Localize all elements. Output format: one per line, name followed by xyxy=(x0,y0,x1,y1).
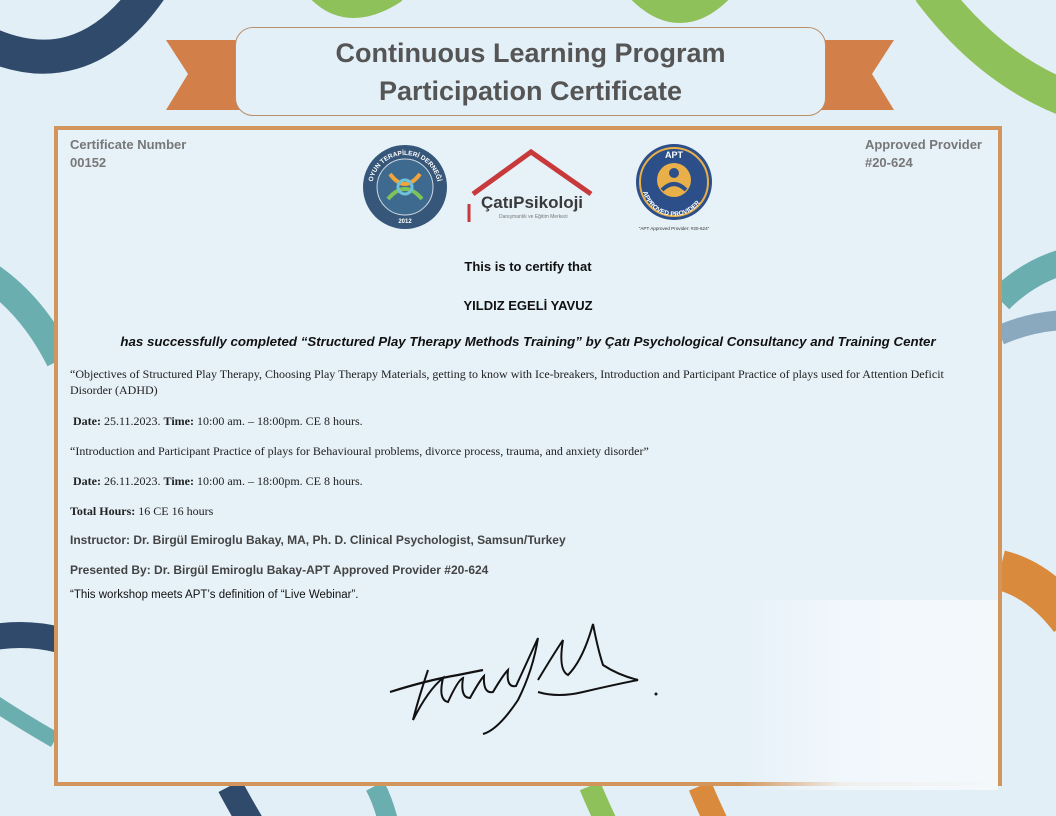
approved-provider-block xyxy=(865,136,982,172)
certificate-number-label: Certificate Number xyxy=(70,137,187,152)
apt-ring-text: APPROVED PROVIDER xyxy=(641,190,702,219)
approved-provider-value: #20-624 xyxy=(864,155,913,170)
completion-statement: has successfully completed “Structured Play Therapy Methods Training” by Çatı Psychological Consultancy and Training Center xyxy=(120,334,936,349)
total-hours xyxy=(70,503,984,519)
title-line-1: Continuous Learning Program xyxy=(335,38,726,68)
session-2-date-label: Date: xyxy=(73,474,101,488)
session-1-datetime xyxy=(73,413,984,429)
approved-provider-label: Approved Provider xyxy=(864,137,982,152)
session-1-time: 10:00 am. – 18:00pm. CE 8 hours. xyxy=(197,414,363,428)
title-banner xyxy=(235,27,826,116)
session-2-datetime xyxy=(73,473,984,489)
session-1-date-label: Date: xyxy=(73,414,101,428)
session-1-date: 25.11.2023. xyxy=(103,414,161,428)
paper-fade xyxy=(738,600,998,790)
certificate-number-block xyxy=(70,136,186,172)
apt-approved-provider-seal-icon xyxy=(624,142,724,234)
apt-caption: "APT Approved Provider: #20-624" xyxy=(638,226,710,231)
brand-name: ÇatıPsikoloji xyxy=(481,193,584,212)
session-1-time-label: Time: xyxy=(163,414,194,428)
session-2-time-label: Time: xyxy=(163,474,194,488)
signature-image xyxy=(388,620,668,740)
session-2-date: 26.11.2023. xyxy=(103,474,161,488)
session-2-topics: “Introduction and Participant Practice of plays for Behavioural problems, divorce process, trauma, and anxiety disorder” xyxy=(70,444,649,458)
workshop-note: “This workshop meets APT’s definition of “Live Webinar”. xyxy=(70,589,359,601)
seal-ring-text: OYUN TERAPİLERİ DERNEĞİ xyxy=(367,149,443,183)
certificate-number-value: 00152 xyxy=(70,155,107,170)
brand-subtitle: Danışmanlık ve Eğitim Merkezi xyxy=(499,214,568,220)
session-1-topics: “Objectives of Structured Play Therapy, Choosing Play Therapy Materials, getting to know with Ice-breakers, Introduction and Participant Practice of plays used for Attention Deficit Disorder (ADHD) xyxy=(70,367,944,397)
presented-by-line: Presented By: Dr. Birgül Emiroglu Bakay-APT Approved Provider #20-624 xyxy=(70,563,489,577)
total-hours-label: Total Hours: xyxy=(70,504,136,518)
cati-psikoloji-logo xyxy=(463,148,623,228)
play-therapy-association-seal-icon xyxy=(360,144,450,230)
certificate-frame xyxy=(54,126,1002,786)
certify-text: This is to certify that xyxy=(464,259,592,274)
title-line-2: Participation Certificate xyxy=(378,76,683,106)
apt-top-text: APT xyxy=(665,150,683,160)
recipient-name: YILDIZ EGELİ YAVUZ xyxy=(463,298,593,313)
total-hours-value: 16 CE 16 hours xyxy=(138,504,214,518)
seal-year: 2012 xyxy=(398,219,412,225)
session-2-time: 10:00 am. – 18:00pm. CE 8 hours. xyxy=(197,474,363,488)
instructor-line: Instructor: Dr. Birgül Emiroglu Bakay, MA, Ph. D. Clinical Psychologist, Samsun/Turkey xyxy=(70,533,566,547)
